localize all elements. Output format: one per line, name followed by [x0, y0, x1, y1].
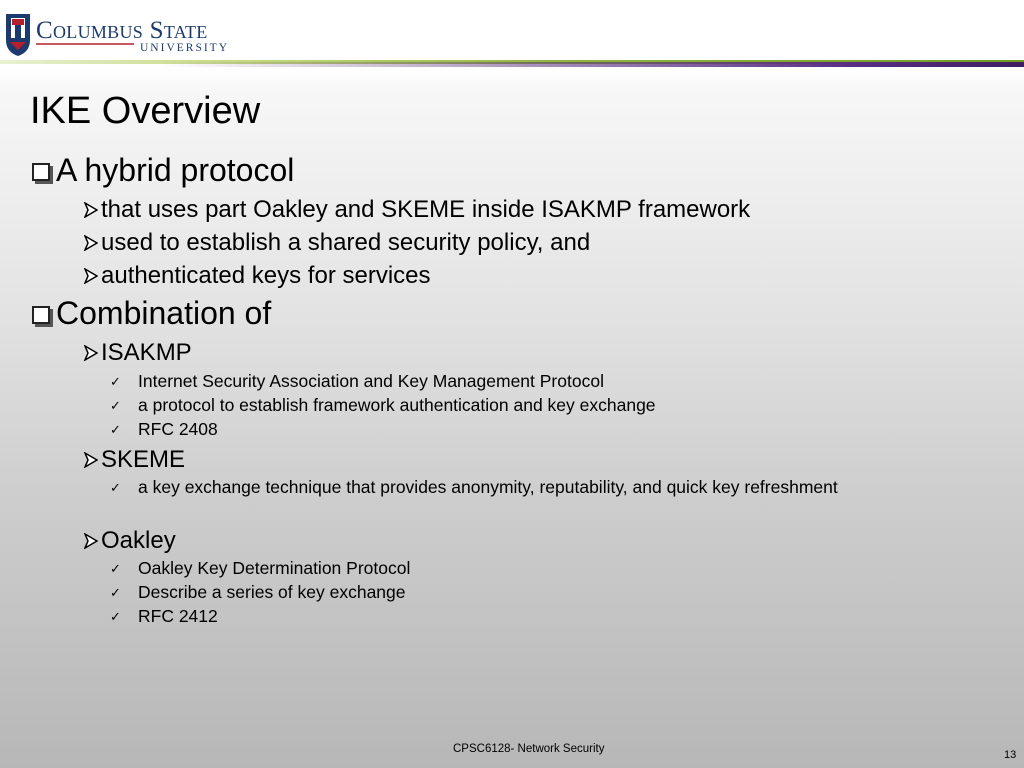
header: [0, 0, 1024, 62]
detail-text: a key exchange technique that provides anonymity, reputability, and quick key refreshment: [138, 477, 838, 497]
detail-item: [110, 606, 218, 627]
header-purple-bar: [160, 62, 1024, 67]
slide-title: IKE Overview: [30, 90, 261, 132]
sub-bullet-text: authenticated keys for services: [101, 262, 431, 289]
detail-item: [110, 558, 410, 579]
detail-text: RFC 2412: [138, 606, 218, 626]
sub-bullet: [84, 229, 590, 257]
check-bullet-icon: ✓: [110, 373, 121, 389]
logo-text-line2: University: [140, 42, 229, 54]
arrow-bullet-icon: [84, 452, 98, 468]
bullet-combination-of: [32, 295, 271, 332]
sub-bullet-oakley: [84, 527, 176, 555]
sub-bullet-isakmp: [84, 339, 192, 367]
square-bullet-icon: [32, 306, 50, 324]
sub-bullet-text: used to establish a shared security policy, and: [101, 229, 591, 256]
arrow-bullet-icon: [84, 235, 98, 251]
sub-bullet-text: Oakley: [101, 527, 176, 554]
bullet-text: Combination of: [56, 295, 272, 331]
check-bullet-icon: ✓: [110, 479, 121, 495]
square-bullet-icon: [32, 163, 50, 181]
sub-bullet-text: that uses part Oakley and SKEME inside ISAKMP framework: [101, 196, 751, 223]
detail-item: [110, 477, 838, 498]
check-bullet-icon: ✓: [110, 584, 121, 600]
arrow-bullet-icon: [84, 268, 98, 284]
detail-text: Describe a series of key exchange: [138, 582, 406, 602]
check-bullet-icon: ✓: [110, 608, 121, 624]
logo-text-line1: Columbus State: [36, 17, 208, 44]
bullet-hybrid-protocol: [32, 152, 294, 189]
sub-bullet: [84, 196, 750, 224]
detail-item: [110, 371, 604, 392]
detail-text: RFC 2408: [138, 419, 218, 439]
page-number: 13: [1004, 749, 1017, 761]
check-bullet-icon: ✓: [110, 421, 121, 437]
detail-text: a protocol to establish framework authentication and key exchange: [138, 395, 656, 415]
sub-bullet-skeme: [84, 446, 185, 474]
bullet-text: A hybrid protocol: [56, 152, 295, 188]
detail-text: Internet Security Association and Key Management Protocol: [138, 371, 604, 391]
arrow-bullet-icon: [84, 345, 98, 361]
arrow-bullet-icon: [84, 533, 98, 549]
detail-item: [110, 395, 656, 416]
arrow-bullet-icon: [84, 202, 98, 218]
sub-bullet-text: ISAKMP: [101, 339, 192, 366]
detail-item: [110, 582, 406, 603]
check-bullet-icon: ✓: [110, 397, 121, 413]
check-bullet-icon: ✓: [110, 560, 121, 576]
detail-item: [110, 419, 218, 440]
detail-text: Oakley Key Determination Protocol: [138, 558, 411, 578]
sub-bullet-text: SKEME: [101, 446, 186, 473]
columbus-state-logo: [2, 10, 248, 58]
sub-bullet: [84, 262, 431, 290]
footer-course: CPSC6128- Network Security: [453, 743, 605, 755]
